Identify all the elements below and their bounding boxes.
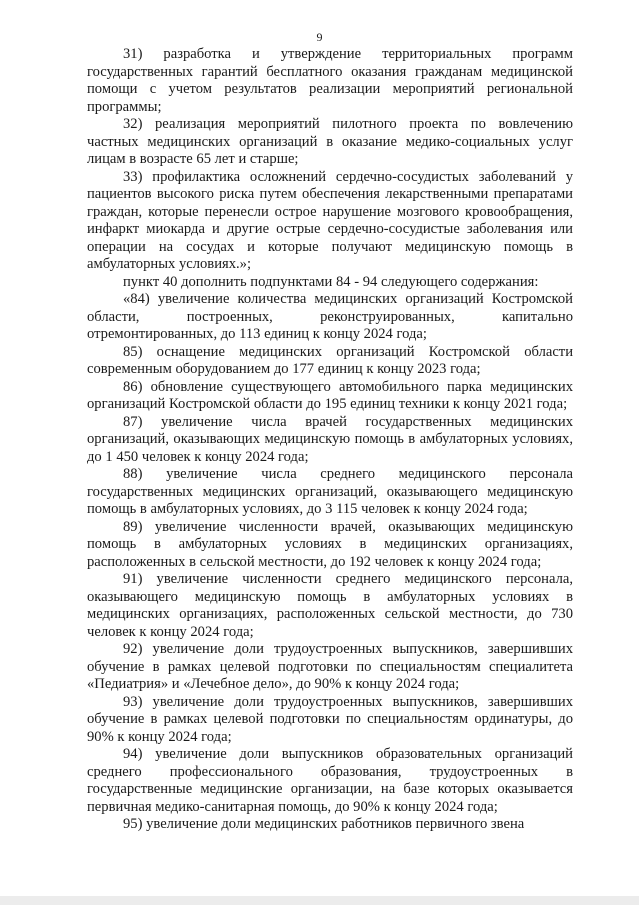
paragraph-item-95: 95) увеличение доли медицинских работников первичного звена xyxy=(123,816,525,832)
paragraph-item-92: 92) увеличение доли трудоустроенных выпускников, завершивших обучение в рамках целевой подготовки по специальностям специалитета «Педиатрия» и «Лечебное дело», до 90% к концу 2024 года; xyxy=(87,641,573,692)
paragraph-item-86: 86) обновление существующего автомобильного парка медицинских организаций Костромской области до 195 единиц техники к концу 2021 года; xyxy=(87,378,573,412)
document-text xyxy=(87,46,573,834)
paragraph-item-88: 88) увеличение числа среднего медицинского персонала государственных медицинских организаций, оказывающего медицинскую помощь в амбулаторных условиях, до 3 115 человек к концу 2024 года; xyxy=(87,466,573,517)
paragraph-item-85: 85) оснащение медицинских организаций Костромской области современным оборудованием до 177 единиц к концу 2023 года; xyxy=(87,343,573,377)
paragraph-item-87: 87) увеличение числа врачей государственных медицинских организаций, оказывающих медицинскую помощь в амбулаторных условиях, до 1 450 человек к концу 2024 года; xyxy=(87,413,573,465)
paragraph-item-93: 93) увеличение доли трудоустроенных выпускников, завершивших обучение в рамках целевой подготовки по специальностям ординатуры, до 90% к концу 2024 года; xyxy=(87,693,573,745)
paragraph-amendment-intro: пункт 40 дополнить подпунктами 84 - 94 следующего содержания: xyxy=(123,273,539,290)
paragraph-item-91: 91) увеличение численности среднего медицинского персонала, оказывающего медицинскую помощь в амбулаторных условиях в медицинских организациях, расположенных сельской местности, до 730 человек к концу 2024 года; xyxy=(87,571,573,640)
paragraph-item-84: «84) увеличение количества медицинских организаций Костромской области, построенных, реконструированных, капитально отремонтированных, до 113 единиц к концу 2024 года; xyxy=(87,291,573,342)
paragraph-item-32: 32) реализация мероприятий пилотного проекта по вовлечению частных медицинских организаций в оказание медико-социальных услуг лицам в возрасте 65 лет и старше; xyxy=(87,116,573,167)
page-bottom-edge xyxy=(0,896,639,905)
page-number: 9 xyxy=(316,30,323,44)
paragraph-item-94: 94) увеличение доли выпускников образовательных организаций среднего профессионального образования, трудоустроенных в государственные медицинские организации, на базе которых оказывается первичная медико-санитарная помощь, до 90% к концу 2024 года; xyxy=(87,746,573,815)
paragraph-item-33: 33) профилактика осложнений сердечно-сосудистых заболеваний у пациентов высокого риска путем обеспечения лекарственными препаратами граждан, которые перенесли острое нарушение мозгового кровообращения, инфаркт миокарда и другие острые сердечно-сосудистые заболевания или операции на сосудах и которые получают медицинскую помощь в амбулаторных условиях.»; xyxy=(87,168,573,272)
paragraph-item-89: 89) увеличение численности врачей, оказывающих медицинскую помощь в амбулаторных условиях в медицинских организациях, расположенных в сельской местности, до 192 человек к концу 2024 года; xyxy=(87,518,573,570)
paragraph-item-31: 31) разработка и утверждение территориальных программ государственных гарантий бесплатного оказания гражданам медицинской помощи с учетом результатов реализации мероприятий региональной программы; xyxy=(87,46,573,115)
